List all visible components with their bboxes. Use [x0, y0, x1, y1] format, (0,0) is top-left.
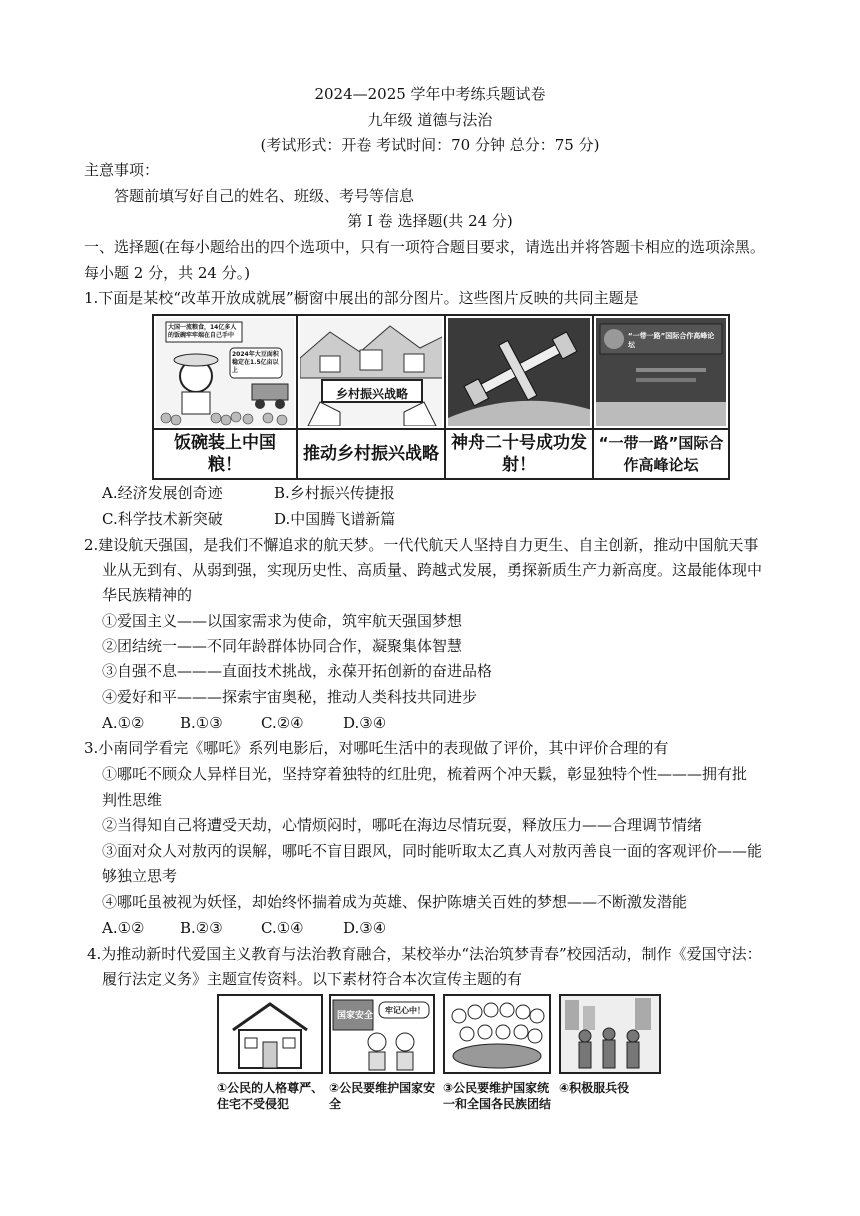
notice-label: 主意事项：	[84, 161, 160, 179]
grade-subject: 九年级 道德与法治	[367, 111, 493, 129]
q2-item-1: ①爱国主义——以国家需求为使命，筑牢航天强国梦想	[102, 612, 463, 630]
q3-item-1: ①哪吒不顾众人异样目光，坚持穿着独特的红肚兜，梳着两个冲天鬏，彰显独特个性———拥有批	[102, 765, 748, 783]
q3-option-c[interactable]: C.①④	[261, 919, 304, 937]
q2-option-c[interactable]: C.②④	[261, 714, 304, 732]
q4-panel-2-caption: ②公民要维护国家安全	[329, 1081, 436, 1111]
q3-item-2: ②当得知自己将遭受天劫，心情烦闷时，哪吒在海边尽情玩耍，释放压力——合理调节情绪	[102, 816, 703, 834]
q2-option-a[interactable]: A.①②	[102, 714, 145, 732]
flag-children-icon	[329, 994, 435, 1074]
q4-panel-4-caption: ④积极服兵役	[559, 1081, 630, 1095]
q2-stem-line-2: 业从无到有、从弱到强，实现历史性、高质量、跨越式发展，勇探新质生产力新高度。这最能体现中	[102, 561, 763, 579]
exam-info: (考试形式：开卷 考试时间：70 分钟 总分：75 分)	[260, 136, 600, 154]
q2-item-3: ③自强不息———直面技术挑战，永葆开拓创新的奋进品格	[102, 662, 493, 680]
q3-option-a[interactable]: A.①②	[102, 919, 145, 937]
q1-panel-2	[298, 316, 446, 478]
q1-panel-1-caption: 饭碗装上中国粮！	[154, 428, 296, 478]
q1-panel-4-caption: “一带一路”国际合作高峰论坛	[594, 428, 728, 478]
q1-panel-1	[154, 316, 298, 478]
q2-option-d[interactable]: D.③④	[343, 714, 387, 732]
q4-panel-1-caption: ①公民的人格尊严、住宅不受侵犯	[217, 1081, 324, 1111]
q3-item-1-cont: 判性思维	[102, 791, 163, 809]
q2-stem-line-1: 2.建设航天强国，是我们不懈追求的航天梦。一代代航天人坚持自力更生、自主创新，推动中国航天事	[84, 536, 759, 554]
soybean-sign: 2024年大豆面积稳定在1.5亿亩以上	[232, 351, 279, 374]
q3-option-d[interactable]: D.③④	[343, 919, 387, 937]
q4-panel-3-caption: ③公民要维护国家统一和全国各民族团结	[443, 1081, 552, 1111]
q1-stem: 1.下面是某校“改革开放成就展”橱窗中展出的部分图片。这些图片反映的共同主题是	[84, 289, 639, 307]
q1-option-c[interactable]: C.科学技术新突破	[102, 510, 223, 528]
q4-stem-line-1: 4.为推动新时代爱国主义教育与法治教育融合，某校举办“法治筑梦青春”校园活动，制作《爱国守法：	[87, 945, 762, 963]
farmer-harvest-icon	[156, 318, 294, 426]
space-station-icon	[448, 318, 590, 426]
farmer-speech-bubble: 大国一流粮食，14亿多人的饭碗牢牢端在自己手中	[168, 324, 237, 339]
q1-panel-3-caption: 神舟二十号成功发射！	[446, 428, 592, 478]
rural-village-icon	[300, 318, 442, 426]
q4-image-strip	[217, 994, 661, 1124]
q1-panel-2-caption: 推动乡村振兴战略	[298, 428, 444, 478]
rural-revitalization-sign: 乡村振兴战略	[335, 387, 408, 401]
q2-option-b[interactable]: B.①③	[180, 714, 223, 732]
exam-title: 2024—2025 学年中考练兵题试卷	[314, 85, 546, 103]
ethnic-unity-icon	[443, 994, 551, 1074]
q3-item-3-cont: 够独立思考	[102, 867, 178, 885]
q1-panel-3	[446, 316, 594, 478]
notice-text: 答题前填写好自己的姓名、班级、考号等信息	[114, 187, 415, 205]
q1-panel-4	[594, 316, 728, 478]
q3-stem: 3.小南同学看完《哪吒》系列电影后，对哪吒生活中的表现做了评价，其中评价合理的有	[84, 739, 669, 757]
q4-stem-line-2: 履行法定义务》主题宣传资料。以下素材符合本次宣传主题的有	[102, 970, 523, 988]
section1-instruction: 一、选择题(在每小题给出的四个选项中，只有一项符合题目要求，请选出并将答题卡相应的选项涂黑。	[84, 238, 765, 256]
section1-instruction-cont: 每小题 2 分，共 24 分。)	[84, 264, 251, 282]
remember-bubble: 牢记心中！	[385, 1006, 425, 1015]
part1-title: 第 Ⅰ 卷 选择题(共 24 分)	[347, 212, 513, 230]
q3-item-3: ③面对众人对敖丙的误解，哪吒不盲目跟风，同时能听取太乙真人对敖丙善良一面的客观评价——能	[102, 842, 763, 860]
q3-option-b[interactable]: B.②③	[180, 919, 223, 937]
national-security-flag-text: 国家安全	[337, 1011, 374, 1021]
q2-item-2: ②团结统一——不同年龄群体协同合作，凝聚集体智慧	[102, 637, 463, 655]
q1-option-a[interactable]: A.经济发展创奇迹	[102, 484, 223, 502]
q1-option-b[interactable]: B.乡村振兴传捷报	[274, 484, 395, 502]
q2-item-4: ④爱好和平———探索宇宙奥秘，推动人类科技共同进步	[102, 688, 478, 706]
q2-stem-line-3: 华民族精神的	[102, 586, 193, 604]
q3-item-4: ④哪吒虽被视为妖怪，却始终怀揣着成为英雄、保护陈塘关百姓的梦想——不断激发潜能	[102, 893, 688, 911]
soldiers-icon	[559, 994, 661, 1074]
q1-option-d[interactable]: D.中国腾飞谱新篇	[274, 510, 396, 528]
q1-image-strip	[152, 314, 730, 480]
forum-stage-icon	[596, 318, 726, 426]
forum-banner: “一带一路”国际合作高峰论坛	[628, 332, 715, 349]
house-icon	[217, 994, 323, 1074]
